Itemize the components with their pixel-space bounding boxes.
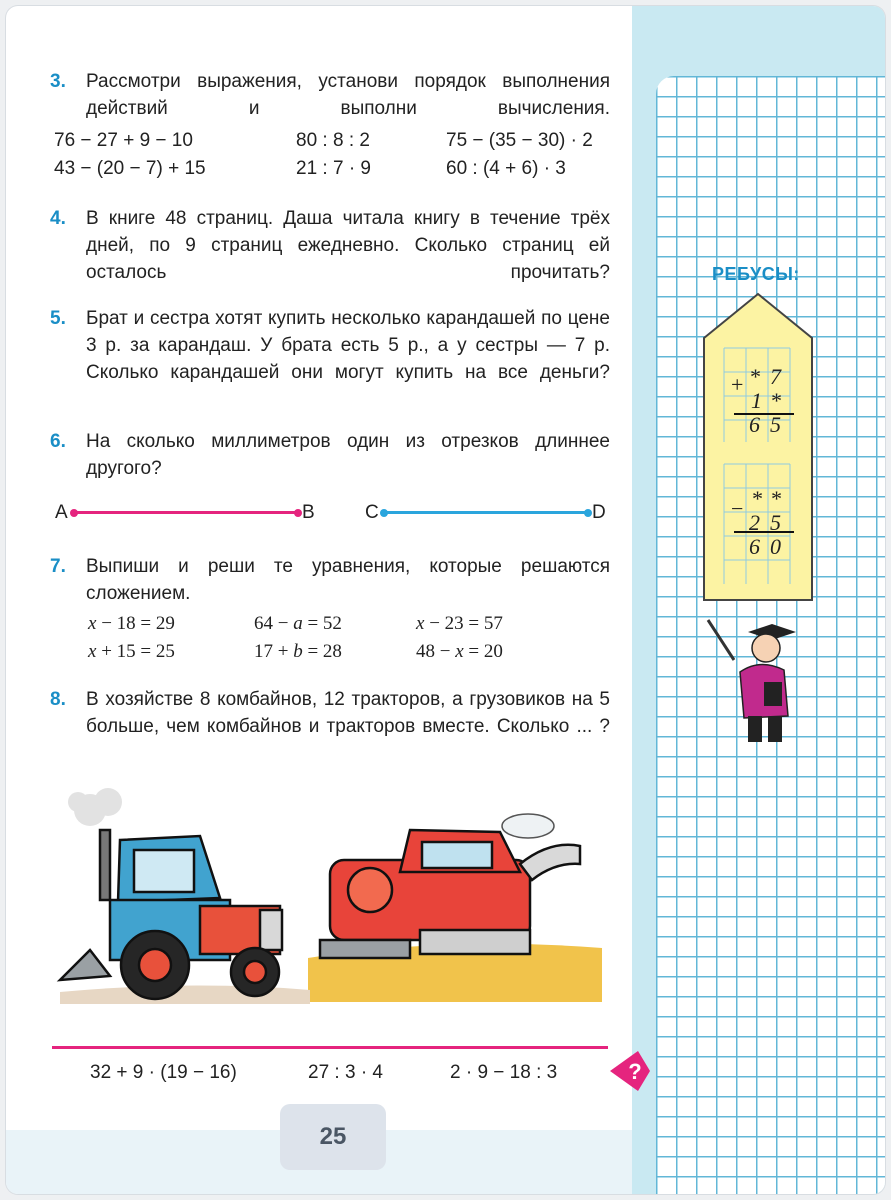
- segment-label-b: B: [302, 502, 315, 523]
- rebus-cell: 7: [770, 364, 781, 389]
- task-text: Брат и сестра хотят купить несколько карандашей по цене 3 р. за карандаш. У брата есть 5 р., а у сестры — 7 р. Сколько карандашей они могут купить на все деньги?: [86, 308, 610, 383]
- task-text: Рассмотри выражения, установи порядок выполнения действий и выполни вычисления.: [86, 71, 610, 119]
- rebus-sign-plus: +: [731, 372, 744, 397]
- rebus-cell: 2: [749, 510, 760, 535]
- rebus-cell: *: [751, 486, 762, 511]
- task-5: [50, 305, 610, 413]
- task-4: [50, 205, 610, 313]
- bottom-expression: 32 + 9 · (19 − 16): [90, 1062, 237, 1083]
- expression: 21 : 7 · 9: [296, 158, 371, 179]
- teacher-leg: [748, 716, 762, 742]
- equation: x − 18 = 29: [88, 613, 175, 634]
- segment-endpoint: [584, 509, 592, 517]
- expression: 60 : (4 + 6) · 3: [446, 158, 566, 179]
- rebus-cell: *: [770, 486, 781, 511]
- rebus-cell: *: [770, 388, 781, 413]
- smoke-cloud: [68, 788, 122, 826]
- expression: 75 − (35 − 30) · 2: [446, 130, 593, 151]
- segment-endpoint: [294, 509, 302, 517]
- rebus-sign-minus: −: [731, 496, 744, 521]
- task-number: 4.: [50, 208, 66, 229]
- question-badge: [608, 1049, 652, 1093]
- task-text: В хозяйстве 8 комбайнов, 12 тракторов, а грузовиков на 5 больше, чем комбайнов и тракторов вместе. Сколько ... ?: [86, 689, 610, 737]
- task-6: [50, 428, 610, 509]
- teacher-character: [700, 616, 810, 756]
- task-text: На сколько миллиметров один из отрезков длиннее другого?: [86, 431, 610, 479]
- task-number: 5.: [50, 308, 66, 329]
- expression: 80 : 8 : 2: [296, 130, 370, 151]
- rebus-title: РЕБУСЫ:: [712, 264, 800, 284]
- task-number: 3.: [50, 71, 66, 92]
- equation: x + 15 = 25: [88, 641, 175, 662]
- page-number: 25: [280, 1104, 386, 1170]
- expression: 43 − (20 − 7) + 15: [54, 158, 206, 179]
- task-text: В книге 48 страниц. Даша читала книгу в течение трёх дней, по 9 страниц ежедневно. Сколько страниц ей осталось прочитать?: [86, 208, 610, 283]
- bottom-expression: 27 : 3 · 4: [308, 1062, 383, 1083]
- task-number: 6.: [50, 431, 66, 452]
- rebus-cell: 1: [751, 388, 762, 413]
- task-text: Выпиши и реши те уравнения, которые решаются сложением.: [86, 556, 610, 604]
- equation: 48 − x = 20: [416, 641, 503, 662]
- bottom-expression: 2 · 9 − 18 : 3: [450, 1062, 558, 1083]
- equation: 17 + b = 28: [254, 641, 342, 662]
- tractor: [60, 830, 282, 999]
- segment-ab: [74, 511, 298, 514]
- section-divider: [52, 1046, 608, 1049]
- rebus-cell: *: [749, 364, 760, 389]
- combine-harvester: [320, 830, 580, 958]
- task-number: 7.: [50, 556, 66, 577]
- expression: 76 − 27 + 9 − 10: [54, 130, 193, 151]
- rebus-cell: 6: [749, 534, 760, 559]
- segment-label-a: A: [55, 502, 68, 523]
- task-8: [50, 686, 610, 767]
- rebus-cell: 0: [770, 534, 781, 559]
- smoke-cloud: [502, 814, 554, 838]
- rebus-cell: 5: [770, 412, 781, 437]
- equation: 64 − a = 52: [254, 613, 342, 634]
- segment-label-d: D: [592, 502, 606, 523]
- teacher-leg: [768, 716, 782, 742]
- equation: x − 23 = 57: [416, 613, 503, 634]
- segment-cd: [384, 511, 588, 514]
- rebus-cell: 6: [749, 412, 760, 437]
- pointer-stick: [708, 620, 734, 660]
- teacher-head: [752, 634, 780, 662]
- segment-label-c: C: [365, 502, 379, 523]
- book: [764, 682, 782, 706]
- rebus-cell: 5: [770, 510, 781, 535]
- tractor-combine-illustration: [50, 780, 606, 1020]
- task-number: 8.: [50, 689, 66, 710]
- question-mark: ?: [628, 1059, 642, 1084]
